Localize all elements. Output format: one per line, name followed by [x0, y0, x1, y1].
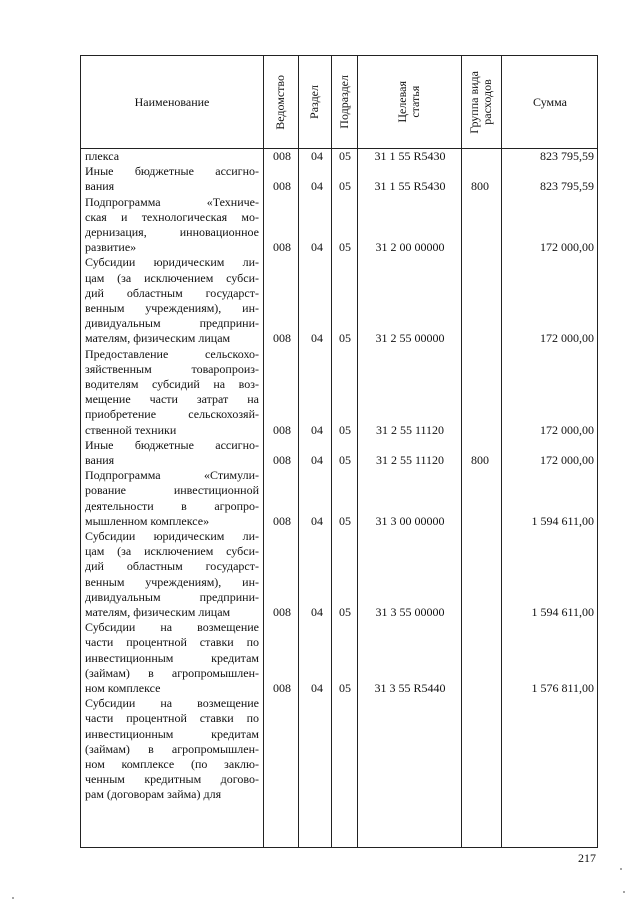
row-name-line: дернизация, инновационное: [85, 224, 259, 239]
row-name-line: инвестиционным кредитам: [85, 650, 259, 665]
row-name-line: дивидуальным предприни-: [85, 589, 259, 604]
column-divider: [461, 56, 462, 847]
row-name-line: мателям, физическим лицам: [85, 604, 231, 619]
row-name-line: рам (договорам займа) для: [85, 787, 222, 802]
header-section-label: Раздел: [307, 85, 321, 119]
cell-amount: 172 000,00: [540, 331, 594, 346]
row-name-line: ская и технологическая мо-: [85, 209, 259, 224]
row-name: [85, 620, 259, 696]
cell-section: 04: [311, 605, 323, 619]
column-divider: [298, 56, 299, 847]
cell-section: 04: [311, 179, 323, 194]
row-name: [85, 195, 259, 256]
column-divider: [331, 56, 332, 847]
row-name-line: Подпрограмма «Техниче-: [85, 194, 259, 209]
row-name-line: развитие»: [85, 240, 137, 255]
row-name: [85, 149, 259, 164]
row-name-line: (займам) в агропромышлен-: [85, 665, 259, 680]
row-name-line: (займам) в агропромышлен-: [85, 741, 259, 756]
cell-amount: 823 795,59: [540, 179, 594, 194]
cell-amount: 172 000,00: [540, 240, 594, 255]
row-name: [85, 438, 259, 468]
cell-amount: 172 000,00: [540, 453, 594, 467]
cell-target-item: 31 2 55 11120: [375, 422, 445, 437]
cell-subsection: 05: [339, 422, 351, 437]
cell-target-item: 31 1 55 R5430: [374, 149, 446, 163]
row-name-line: мателям, физическим лицам: [85, 331, 231, 346]
row-name-line: дий областным государст-: [85, 285, 259, 300]
cell-subsection: 05: [339, 681, 351, 695]
row-name-line: Предоставление сельскохо-: [85, 346, 259, 361]
cell-section: 04: [311, 453, 323, 467]
cell-section: 04: [311, 681, 323, 695]
scan-speck: [623, 891, 625, 893]
cell-subsection: 05: [339, 331, 351, 346]
header-department: [263, 56, 298, 148]
cell-subsection: 05: [339, 453, 351, 467]
cell-target-item: 31 2 55 11120: [375, 453, 445, 467]
row-name-line: мышленном комплексе»: [85, 513, 210, 528]
row-name-line: водителям субсидий на воз-: [85, 376, 259, 391]
row-name-line: части процентной ставки по: [85, 711, 259, 726]
cell-amount: 172 000,00: [540, 422, 594, 437]
row-name-line: венным учреждениям), ин-: [85, 300, 259, 315]
cell-section: 04: [311, 513, 323, 528]
cell-target-item: 31 1 55 R5430: [374, 179, 446, 194]
cell-target-item: 31 2 55 00000: [375, 331, 445, 346]
header-department-label: Ведомство: [273, 74, 287, 130]
cell-subsection: 05: [339, 240, 351, 255]
header-target-item-label: [396, 81, 422, 123]
row-name: [85, 255, 259, 346]
header-expense-group-label: [468, 71, 494, 134]
column-divider: [263, 56, 264, 847]
cell-subsection: 05: [339, 513, 351, 528]
header-expense-group-line: Группа вида: [467, 70, 481, 134]
cell-section: 04: [311, 422, 323, 437]
scan-speck: [12, 897, 14, 899]
scan-speck: [620, 868, 622, 870]
cell-target-item: 31 2 00 00000: [375, 240, 445, 255]
row-name-line: дий областным государст-: [85, 559, 259, 574]
row-name-line: Субсидии юридическим ли-: [85, 529, 259, 543]
cell-section: 04: [311, 149, 323, 163]
cell-department: 008: [273, 149, 291, 163]
row-name-line: ченным кредитным догово-: [85, 772, 259, 787]
cell-amount: 1 594 611,00: [531, 513, 594, 528]
row-name-line: ном комплексе: [85, 680, 161, 695]
column-divider: [357, 56, 358, 847]
row-name-line: мещение части затрат на: [85, 392, 259, 407]
row-name: [85, 696, 259, 802]
row-name-line: вания: [85, 452, 115, 467]
header-target-item-line: Целевая: [395, 81, 409, 123]
cell-target-item: 31 3 55 00000: [375, 605, 445, 619]
cell-expense-group: 800: [471, 453, 489, 467]
row-name-line: цам (за исключением субси-: [85, 270, 259, 285]
row-name-line: венным учреждениям), ин-: [85, 574, 259, 589]
cell-section: 04: [311, 331, 323, 346]
column-divider: [501, 56, 502, 847]
row-name-line: Подпрограмма «Стимули-: [85, 468, 259, 483]
cell-expense-group: 800: [471, 179, 489, 194]
row-name-line: Субсидии юридическим ли-: [85, 255, 259, 270]
header-subsection-label: Подраздел: [336, 75, 351, 129]
cell-subsection: 05: [339, 179, 351, 194]
cell-department: 008: [273, 179, 291, 194]
row-name: [85, 529, 259, 620]
cell-amount: 823 795,59: [540, 149, 594, 163]
cell-target-item: 31 3 00 00000: [375, 513, 445, 528]
cell-department: 008: [273, 453, 291, 467]
cell-section: 04: [311, 240, 323, 255]
header-section: [298, 56, 331, 148]
cell-amount: 1 594 611,00: [531, 605, 594, 619]
header-name: [81, 56, 263, 148]
header-name-label: Наименование: [134, 94, 210, 109]
cell-subsection: 05: [339, 149, 351, 163]
row-name-line: Субсидии на возмещение: [85, 620, 259, 635]
row-name-line: рование инвестиционной: [85, 483, 259, 498]
cell-department: 008: [273, 513, 291, 528]
row-name-line: Иные бюджетные ассигно-: [85, 164, 259, 179]
header-target-item: [357, 56, 461, 148]
row-name: [85, 347, 259, 438]
row-name-line: деятельности в агропро-: [85, 498, 259, 513]
header-target-item-line: статья: [408, 86, 422, 118]
row-name-line: ном комплексе (по заклю-: [85, 756, 259, 771]
cell-target-item: 31 3 55 R5440: [374, 681, 446, 695]
cell-department: 008: [273, 331, 291, 346]
row-name: [85, 468, 259, 529]
row-name-line: инвестиционным кредитам: [85, 726, 259, 741]
row-name-line: части процентной ставки по: [85, 635, 259, 650]
header-expense-group: [461, 56, 501, 148]
row-name-line: дивидуальным предприни-: [85, 316, 259, 331]
row-name: [85, 164, 259, 194]
row-name-line: вания: [85, 179, 115, 194]
cell-amount: 1 576 811,00: [531, 681, 594, 695]
cell-department: 008: [273, 605, 291, 619]
row-name-line: ственной техники: [85, 422, 177, 437]
row-name-line: Иные бюджетные ассигно-: [85, 437, 259, 452]
row-name-line: цам (за исключением субси-: [85, 544, 259, 559]
header-subsection: [331, 56, 357, 148]
header-amount: [501, 56, 599, 148]
cell-department: 008: [273, 422, 291, 437]
cell-department: 008: [273, 681, 291, 695]
page-number: 217: [578, 851, 596, 865]
header-expense-group-line: расходов: [480, 79, 494, 125]
row-name-line: приобретение сельскохозяй-: [85, 407, 259, 422]
cell-department: 008: [273, 240, 291, 255]
header-amount-label: Сумма: [533, 94, 567, 109]
row-name-line: Субсидии на возмещение: [85, 696, 259, 711]
row-name-line: зяйственным товаропроиз-: [85, 361, 259, 376]
cell-subsection: 05: [339, 605, 351, 619]
row-name-line: плекса: [85, 149, 120, 163]
